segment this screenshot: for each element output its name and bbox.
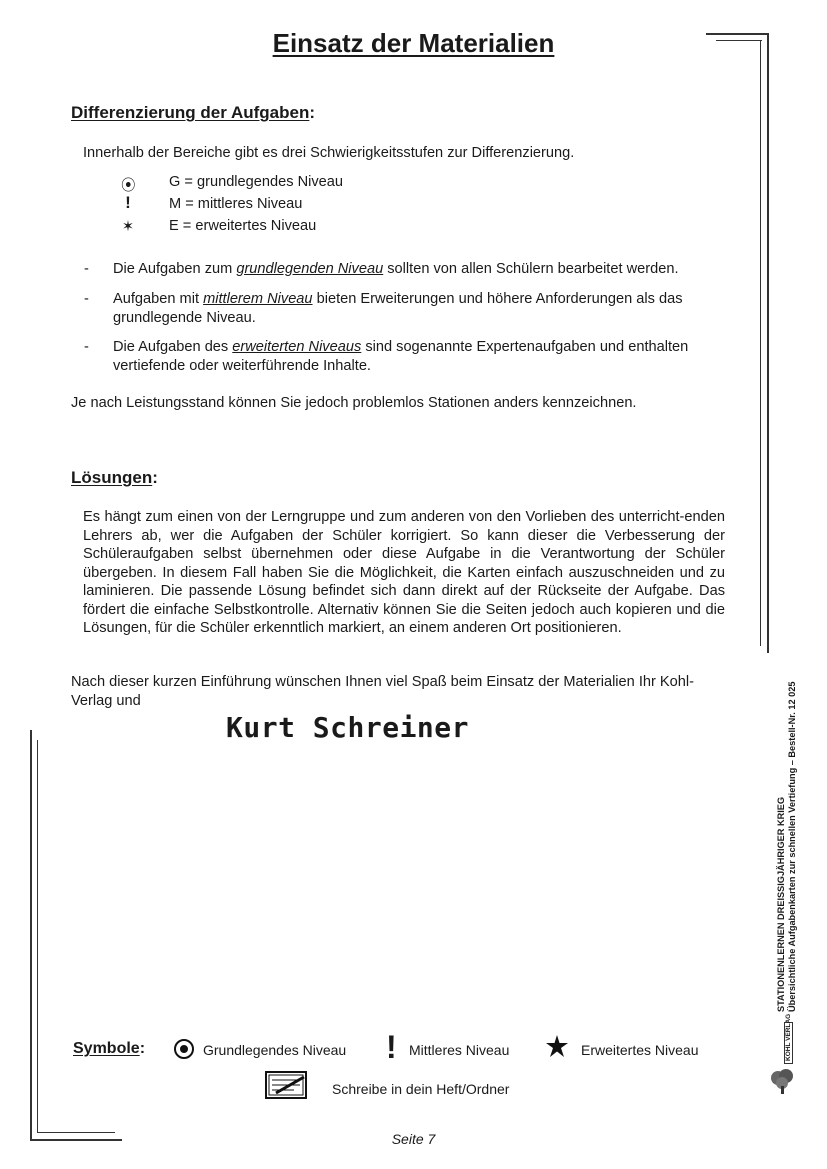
- section-heading-text: Differenzierung der Aufgaben: [71, 103, 310, 122]
- section-heading-text: Lösungen: [71, 468, 153, 487]
- bullet-text: [113, 260, 743, 279]
- sidebar-vertical-text: [776, 642, 798, 1012]
- bullet-emphasis: grundlegenden Niveau: [236, 261, 384, 277]
- level-row-e: [121, 218, 421, 240]
- bullet-emphasis: mittlerem Niveau: [203, 291, 313, 307]
- star-icon: ✶: [121, 219, 135, 235]
- heading-colon: :: [309, 103, 316, 122]
- legend-text: Grundlegendes Niveau: [203, 1042, 347, 1058]
- section-intro: Innerhalb der Bereiche gibt es drei Schwierigkeitsstufen zur Differenzierung.: [83, 145, 575, 161]
- bullet-dash: -: [84, 261, 89, 277]
- legend-item-notebook: [264, 1068, 544, 1104]
- star-icon: [545, 1034, 569, 1058]
- section-closing: Je nach Leistungsstand können Sie jedoch problemlos Stationen anders kennzeichnen.: [71, 395, 637, 411]
- legend-item-erweitert: [545, 1034, 725, 1062]
- section-heading-loesungen: [71, 468, 158, 488]
- sidebar-line1: STATIONENLERNEN DREISSIGJÄHRIGER KRIEG: [776, 796, 786, 1012]
- logo-text: KOHL VERLAG: [784, 1022, 793, 1064]
- legend-text: Mittleres Niveau: [409, 1042, 510, 1058]
- level-text: E = erweitertes Niveau: [169, 218, 317, 234]
- closing-paragraph: Nach dieser kurzen Einführung wünschen Ihnen viel Spaß beim Einsatz der Materialien Ihr Kohl-Verlag und: [71, 674, 694, 709]
- tree-icon: [768, 1068, 798, 1094]
- exclamation-icon: !: [386, 1029, 397, 1065]
- bullet-text: [113, 290, 743, 327]
- frame-left-v: [30, 730, 32, 1140]
- legend-item-mittel: [386, 1029, 536, 1066]
- page-title: Einsatz der Materialien: [272, 28, 555, 58]
- bullet-pre: Die Aufgaben des: [113, 339, 233, 355]
- bullet-item: [84, 260, 744, 280]
- bullet-dash: -: [84, 339, 89, 355]
- legend-text: Schreibe in dein Heft/Ordner: [332, 1081, 510, 1097]
- target-icon: [173, 1038, 195, 1060]
- bullet-dash: -: [84, 291, 89, 307]
- legend-item-grundlegend: [173, 1038, 373, 1062]
- bullet-pre: Die Aufgaben zum: [113, 261, 237, 277]
- bullet-emphasis: erweiterten Niveaus: [232, 339, 362, 355]
- bullet-post: bieten Erweiterungen und höhere Anforderungen als das grundlegende Niveau.: [113, 291, 683, 326]
- legend-text: Erweitertes Niveau: [581, 1042, 699, 1058]
- target-icon: ⦿: [121, 178, 136, 194]
- notebook-icon: [264, 1068, 310, 1102]
- level-text: M = mittleres Niveau: [169, 196, 303, 212]
- loesungen-paragraph: Es hängt zum einen von der Lerngruppe und zum anderen von den Vorlieben des unterricht-enden Lehrers ab, wer die Aufgaben der Schüler korrigiert. So kann dieser die Verbesserung der Schüleraufgaben selbst übernehmen oder diese Aufgabe in die Verantwortung der Schüler übergeben. In diesem Fall haben Sie die Möglichkeit, die Karten einfach auszuschneiden und zu laminieren. Die passende Lösung befindet sich dann direkt auf der Rückseite der Aufgabe. Das fördert die einfache Selbstkontrolle. Alternativ können Sie die Seiten jedoch auch kopieren und die Lösungen, für die Schüler erkenntlich markiert, an einem anderen Ort positionieren.: [83, 509, 725, 636]
- bullet-text: [113, 338, 743, 375]
- symbols-label-text: Symbole: [73, 1040, 140, 1057]
- level-text: G = grundlegendes Niveau: [169, 174, 344, 190]
- sidebar-line2: Übersichtliche Aufgabenkarten zur schnellen Vertiefung – Bestell-Nr. 12 025: [787, 681, 797, 1012]
- exclamation-icon: !: [125, 193, 131, 212]
- signature: Kurt Schreiner: [226, 711, 470, 744]
- page-number: Seite 7: [391, 1131, 436, 1147]
- bullet-pre: Aufgaben mit: [113, 291, 204, 307]
- section-heading-differenzierung: [71, 103, 315, 123]
- frame-right-v: [767, 33, 769, 653]
- level-row-m: [121, 193, 421, 218]
- publisher-logo: [768, 1013, 800, 1098]
- heading-colon: :: [152, 468, 158, 487]
- frame-left-v2: [37, 740, 38, 1132]
- bullet-post: sollten von allen Schülern bearbeitet werden.: [383, 261, 679, 277]
- symbols-colon: :: [139, 1040, 146, 1057]
- bullet-item: [84, 338, 744, 378]
- bullet-post: sind sogenannte Expertenaufgaben und enthalten vertiefende oder weiterführende Inhalte.: [113, 339, 689, 374]
- bullet-item: [84, 290, 744, 330]
- symbols-label: [73, 1040, 145, 1058]
- level-row-g: [121, 174, 421, 196]
- frame-right-v2: [760, 40, 761, 646]
